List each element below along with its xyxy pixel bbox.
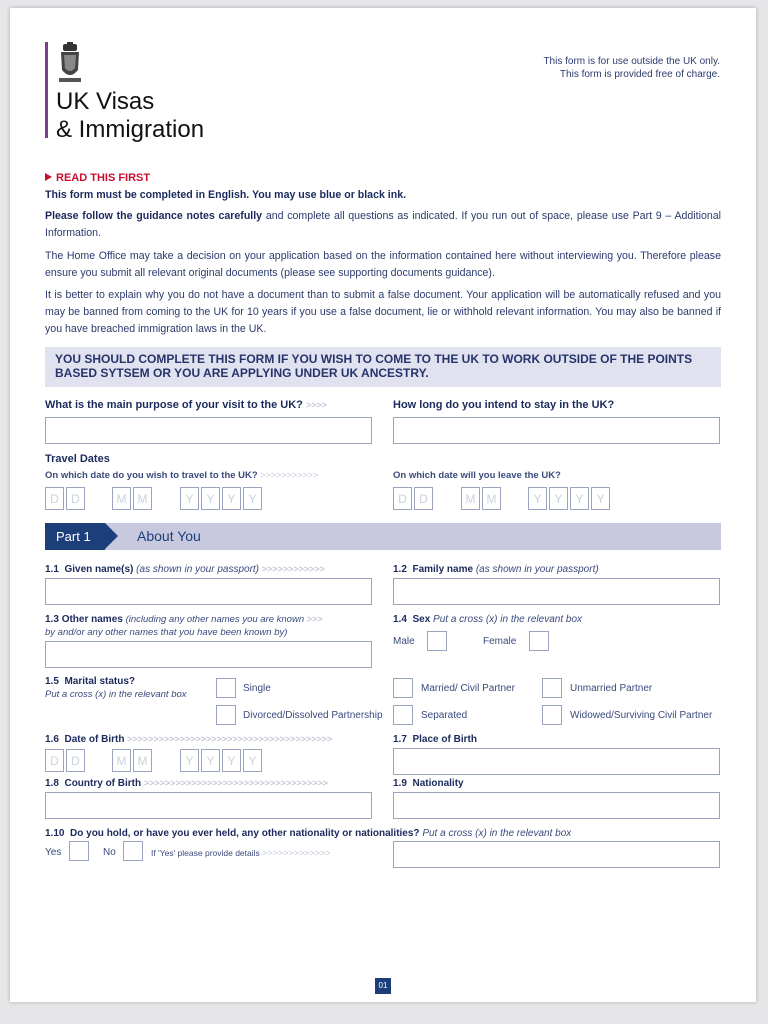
marital-unmarried-checkbox[interactable] — [542, 678, 562, 698]
date-digit[interactable]: M — [112, 487, 131, 510]
date-digit[interactable]: D — [414, 487, 433, 510]
page-number: 01 — [375, 978, 391, 994]
date-digit[interactable]: Y — [591, 487, 610, 510]
part-number: Part 1 — [45, 523, 105, 550]
marital-divorced-label: Divorced/Dissolved Partnership — [243, 710, 383, 721]
pob-label: 1.7 Place of Birth — [393, 734, 477, 745]
date-digit[interactable]: Y — [180, 749, 199, 772]
date-digit[interactable]: D — [66, 487, 85, 510]
marital-single-checkbox[interactable] — [216, 678, 236, 698]
date-digit[interactable]: Y — [180, 487, 199, 510]
date-digit[interactable]: M — [461, 487, 480, 510]
dob-label: 1.6 Date of Birth >>>>>>>>>>>>>>>>>>>>>>>>>>>>>>>>>>>>>>> — [45, 734, 333, 745]
marital-married-label: Married/ Civil Partner — [421, 683, 515, 694]
royal-crest-icon — [56, 42, 84, 86]
stay-input[interactable] — [393, 417, 720, 444]
eligibility-banner: YOU SHOULD COMPLETE THIS FORM IF YOU WISH TO COME TO THE UK TO WORK OUTSIDE OF THE POINTS BASED SYTSEM OR YOU ARE APPLYING UNDER UK ANCESTRY. — [45, 347, 721, 387]
sex-female-checkbox[interactable] — [529, 631, 549, 651]
intro-paragraph-4: It is better to explain why you do not have a document than to submit a false document. Your application will be automatically refused and you may be banned from coming to the UK for 10 years if you use a false document, lie or withhold relevant information. You may also be banned if you have breached immigration laws in the UK. — [45, 289, 721, 335]
sex-label: 1.4 Sex Put a cross (x) in the relevant box — [393, 614, 583, 625]
nationality-label: 1.9 Nationality — [393, 778, 464, 789]
intro-paragraph-3: The Home Office may take a decision on your application based on the information contained here without interviewing you. Therefore please ensure you submit all relevant original documents (please see supporting documents guidance). — [45, 250, 721, 279]
form-page — [10, 8, 756, 1002]
date-digit[interactable]: Y — [243, 749, 262, 772]
stay-label: How long do you intend to stay in the UK? — [393, 399, 615, 411]
other-names-note: by and/or any other names that you have been known by) — [45, 627, 288, 638]
marital-unmarried-label: Unmarried Partner — [570, 683, 653, 694]
date-digit[interactable]: Y — [528, 487, 547, 510]
other-names-input[interactable] — [45, 641, 372, 668]
marital-divorced-checkbox[interactable] — [216, 705, 236, 725]
part-arrow-icon — [105, 523, 118, 549]
date-digit[interactable]: D — [393, 487, 412, 510]
brand-line-2: & Immigration — [56, 116, 205, 143]
marital-status-label: 1.5 Marital status? — [45, 676, 136, 687]
purpose-label: What is the main purpose of your visit to the UK? >>>> — [45, 399, 327, 411]
date-digit[interactable]: D — [45, 749, 64, 772]
purpose-input[interactable] — [45, 417, 372, 444]
notice-line-1: This form is for use outside the UK only. — [543, 56, 720, 67]
date-digit[interactable]: Y — [201, 487, 220, 510]
intro-paragraph-1: This form must be completed in English. You may use blue or black ink. — [45, 189, 407, 201]
given-name-input[interactable] — [45, 578, 372, 605]
other-names-label: 1.3 Other names (including any other names you are known >>> — [45, 614, 323, 625]
date-digit[interactable]: M — [133, 487, 152, 510]
given-name-label: 1.1 Given name(s) (as shown in your passport) >>>>>>>>>>>> — [45, 564, 325, 575]
other-nationality-yes-label: Yes — [45, 847, 62, 858]
family-name-input[interactable] — [393, 578, 720, 605]
cob-input[interactable] — [45, 792, 372, 819]
marital-status-note: Put a cross (x) in the relevant box — [45, 689, 187, 700]
read-first-heading: READ THIS FIRST — [45, 172, 150, 184]
form-notice — [543, 55, 720, 81]
date-digit[interactable]: Y — [201, 749, 220, 772]
notice-line-2: This form is provided free of charge. — [559, 69, 720, 80]
date-digit[interactable]: Y — [570, 487, 589, 510]
marital-separated-checkbox[interactable] — [393, 705, 413, 725]
date-digit[interactable]: Y — [549, 487, 568, 510]
date-digit[interactable]: M — [482, 487, 501, 510]
brand-title — [56, 88, 204, 144]
travel-dates-title: Travel Dates — [45, 453, 110, 465]
date-digit[interactable]: D — [66, 749, 85, 772]
marital-separated-label: Separated — [421, 710, 468, 721]
marital-married-checkbox[interactable] — [393, 678, 413, 698]
brand-divider — [45, 42, 48, 138]
sex-female-label: Female — [483, 636, 517, 647]
departure-date-label: On which date will you leave the UK? — [393, 470, 561, 481]
arrival-date-label: On which date do you wish to travel to the UK? >>>>>>>>>>> — [45, 470, 319, 481]
other-nationality-details-input[interactable] — [393, 841, 720, 868]
part-title: About You — [137, 528, 201, 544]
cob-label: 1.8 Country of Birth >>>>>>>>>>>>>>>>>>>>>>>>>>>>>>>>>>> — [45, 778, 328, 789]
date-digit[interactable]: Y — [243, 487, 262, 510]
nationality-input[interactable] — [393, 792, 720, 819]
if-yes-label: If 'Yes' please provide details >>>>>>>>>>>>> — [151, 848, 331, 858]
marital-single-label: Single — [243, 683, 271, 694]
marital-widowed-checkbox[interactable] — [542, 705, 562, 725]
date-digit[interactable]: M — [133, 749, 152, 772]
sex-male-checkbox[interactable] — [427, 631, 447, 651]
date-digit[interactable]: D — [45, 487, 64, 510]
other-nationality-yes-checkbox[interactable] — [69, 841, 89, 861]
other-nationality-label: 1.10 Do you hold, or have you ever held, any other nationality or nationalities? Put a cross (x) in the relevant box — [45, 828, 572, 839]
family-name-label: 1.2 Family name (as shown in your passport) — [393, 564, 599, 575]
brand-line-1: UK Visas — [56, 88, 155, 115]
other-nationality-no-checkbox[interactable] — [123, 841, 143, 861]
sex-male-label: Male — [393, 636, 415, 647]
marital-widowed-label: Widowed/Surviving Civil Partner — [570, 710, 713, 721]
date-digit[interactable]: Y — [222, 749, 241, 772]
date-digit[interactable]: M — [112, 749, 131, 772]
pob-input[interactable] — [393, 748, 720, 775]
date-digit[interactable]: Y — [222, 487, 241, 510]
other-nationality-no-label: No — [103, 847, 116, 858]
triangle-icon — [45, 173, 52, 181]
intro-paragraph-2: Please follow the guidance notes carefully and complete all questions as indicated. If you run out of space, please use Part 9 – Additional Information. — [45, 210, 721, 239]
